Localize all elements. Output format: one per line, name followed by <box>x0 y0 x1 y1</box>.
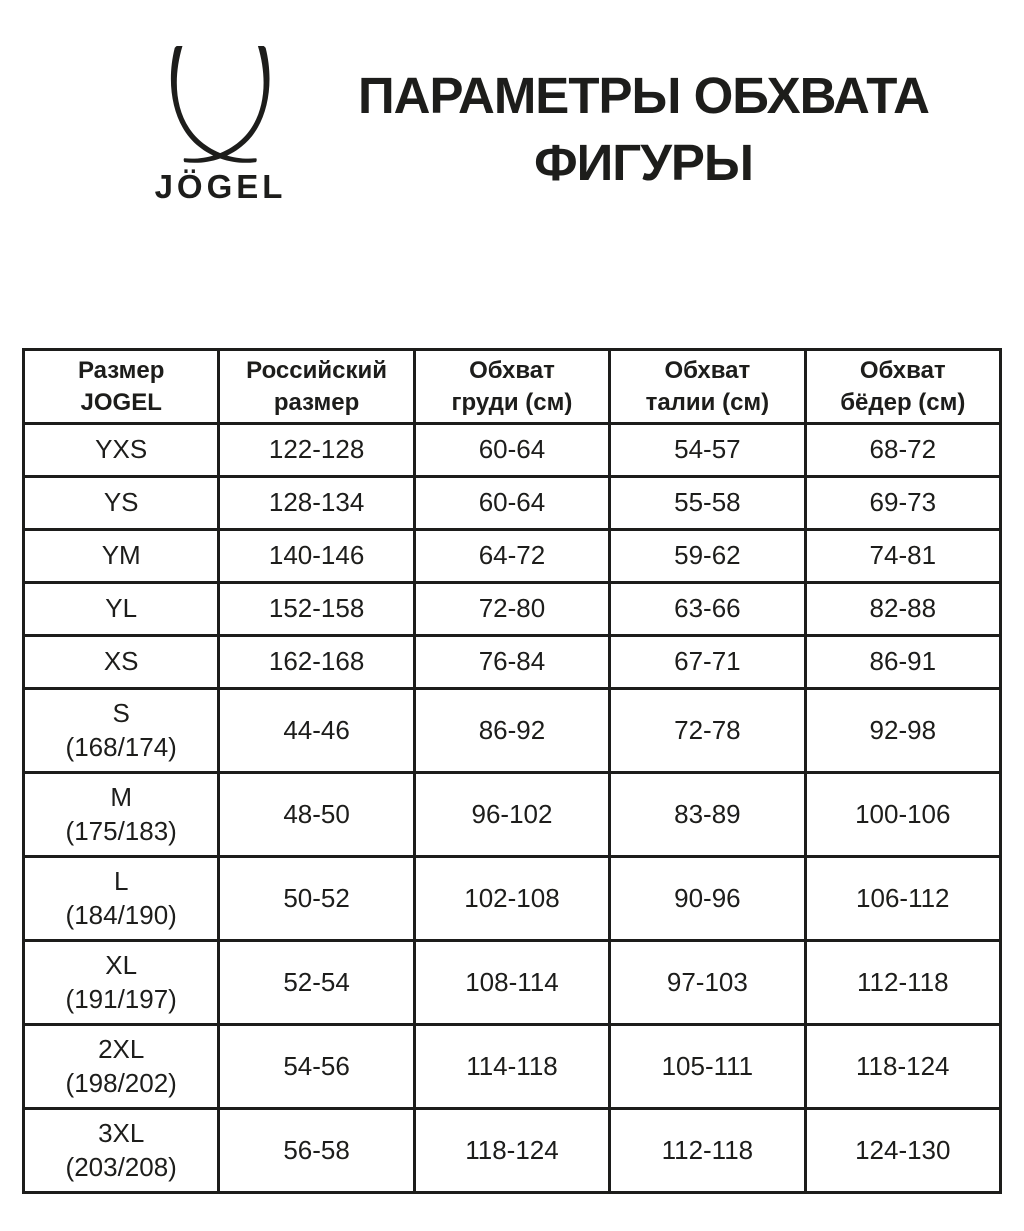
cell-russian-size: 44-46 <box>219 689 414 773</box>
table-row <box>24 773 1001 857</box>
col-header-jogel-size: Размер JOGEL <box>24 350 219 424</box>
cell-chest: 64-72 <box>414 530 609 583</box>
cell-hips: 86-91 <box>805 636 1000 689</box>
cell-chest: 118-124 <box>414 1109 609 1193</box>
table-row <box>24 1025 1001 1109</box>
cell-size: M (175/183) <box>24 773 219 857</box>
cell-hips: 82-88 <box>805 583 1000 636</box>
table-row <box>24 424 1001 477</box>
cell-chest: 102-108 <box>414 857 609 941</box>
cell-hips: 124-130 <box>805 1109 1000 1193</box>
cell-chest: 86-92 <box>414 689 609 773</box>
cell-chest: 60-64 <box>414 477 609 530</box>
cell-russian-size: 50-52 <box>219 857 414 941</box>
cell-waist: 55-58 <box>610 477 805 530</box>
cell-hips: 92-98 <box>805 689 1000 773</box>
size-table-body <box>24 424 1001 1193</box>
cell-size: YXS <box>24 424 219 477</box>
cell-chest: 72-80 <box>414 583 609 636</box>
col-header-chest: Обхват груди (см) <box>414 350 609 424</box>
cell-size: YS <box>24 477 219 530</box>
table-row <box>24 477 1001 530</box>
cell-russian-size: 140-146 <box>219 530 414 583</box>
cell-chest: 96-102 <box>414 773 609 857</box>
header-row <box>24 350 1001 424</box>
cell-russian-size: 52-54 <box>219 941 414 1025</box>
col-header-russian-size: Российский размер <box>219 350 414 424</box>
cell-russian-size: 48-50 <box>219 773 414 857</box>
cell-size: YM <box>24 530 219 583</box>
cell-waist: 54-57 <box>610 424 805 477</box>
cell-waist: 97-103 <box>610 941 805 1025</box>
page-title <box>323 46 984 197</box>
cell-waist: 105-111 <box>610 1025 805 1109</box>
table-row <box>24 530 1001 583</box>
cell-size: YL <box>24 583 219 636</box>
cell-chest: 108-114 <box>414 941 609 1025</box>
cell-size: XS <box>24 636 219 689</box>
cell-waist: 112-118 <box>610 1109 805 1193</box>
col-header-hips: Обхват бёдер (см) <box>805 350 1000 424</box>
cell-russian-size: 54-56 <box>219 1025 414 1109</box>
cell-size: 3XL (203/208) <box>24 1109 219 1193</box>
cell-russian-size: 162-168 <box>219 636 414 689</box>
cell-chest: 114-118 <box>414 1025 609 1109</box>
cell-waist: 83-89 <box>610 773 805 857</box>
cell-russian-size: 128-134 <box>219 477 414 530</box>
size-table-header <box>24 350 1001 424</box>
table-row <box>24 636 1001 689</box>
table-row <box>24 583 1001 636</box>
table-row <box>24 1109 1001 1193</box>
cell-waist: 67-71 <box>610 636 805 689</box>
cell-waist: 72-78 <box>610 689 805 773</box>
cell-russian-size: 152-158 <box>219 583 414 636</box>
table-row <box>24 689 1001 773</box>
col-header-waist: Обхват талии (см) <box>610 350 805 424</box>
cell-hips: 69-73 <box>805 477 1000 530</box>
cell-waist: 63-66 <box>610 583 805 636</box>
size-table <box>22 348 1002 1194</box>
cell-waist: 59-62 <box>610 530 805 583</box>
table-row <box>24 857 1001 941</box>
cell-waist: 90-96 <box>610 857 805 941</box>
page-title-line1: ПАРАМЕТРЫ ОБХВАТА <box>357 67 930 124</box>
cell-chest: 76-84 <box>414 636 609 689</box>
cell-size: L (184/190) <box>24 857 219 941</box>
size-table-container <box>0 348 1024 1194</box>
table-row <box>24 941 1001 1025</box>
cell-size: XL (191/197) <box>24 941 219 1025</box>
cell-hips: 118-124 <box>805 1025 1000 1109</box>
page-header <box>0 0 1024 206</box>
cell-russian-size: 56-58 <box>219 1109 414 1193</box>
cell-hips: 112-118 <box>805 941 1000 1025</box>
brand-wordmark: JÖGEL <box>154 168 287 205</box>
cell-hips: 74-81 <box>805 530 1000 583</box>
cell-size: S (168/174) <box>24 689 219 773</box>
cell-hips: 100-106 <box>805 773 1000 857</box>
cell-hips: 68-72 <box>805 424 1000 477</box>
jogel-v-icon <box>167 46 273 164</box>
page-title-line2: ФИГУРЫ <box>534 134 753 192</box>
cell-russian-size: 122-128 <box>219 424 414 477</box>
cell-hips: 106-112 <box>805 857 1000 941</box>
brand-logo <box>118 46 323 206</box>
cell-size: 2XL (198/202) <box>24 1025 219 1109</box>
cell-chest: 60-64 <box>414 424 609 477</box>
